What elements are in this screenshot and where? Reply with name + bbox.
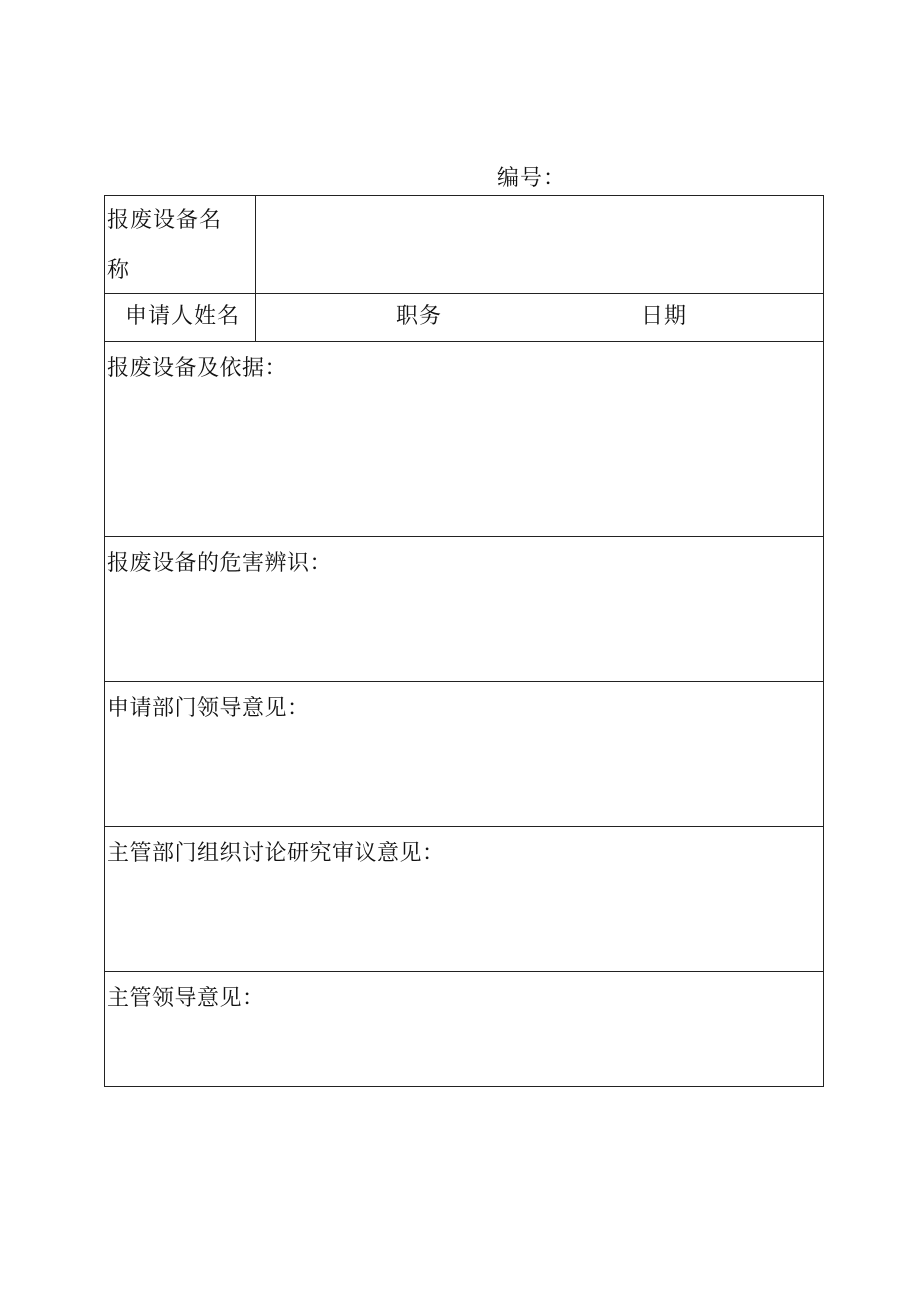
scrap-equipment-form: [104, 195, 824, 1087]
scrap-basis-section[interactable]: [105, 342, 823, 537]
equipment-name-value-cell[interactable]: [256, 196, 823, 293]
date-label: 日期: [641, 304, 688, 329]
equipment-name-label-line1: 报废设备名: [107, 208, 223, 233]
hazard-identification-section[interactable]: [105, 537, 823, 682]
equipment-name-label-line2: 称: [107, 258, 131, 283]
department-leader-opinion-title: 申请部门领导意见：: [107, 696, 310, 721]
equipment-name-label-cell: [105, 196, 256, 293]
applicant-value-cell[interactable]: [256, 294, 823, 341]
supervising-dept-review-title: 主管部门组织讨论研究审议意见：: [107, 841, 445, 866]
applicant-label-cell: [105, 294, 256, 341]
department-leader-opinion-section[interactable]: [105, 682, 823, 827]
supervising-leader-opinion-title: 主管领导意见：: [107, 986, 265, 1011]
supervising-dept-review-section[interactable]: [105, 827, 823, 972]
hazard-identification-title: 报废设备的危害辨识：: [107, 551, 333, 576]
position-label: 职务: [396, 304, 443, 329]
applicant-row: [105, 294, 823, 342]
supervising-leader-opinion-section[interactable]: [105, 972, 823, 1086]
applicant-name-label: 申请人姓名: [125, 304, 241, 329]
equipment-name-row: [105, 196, 823, 294]
serial-number-label: 编号：: [497, 166, 567, 191]
scrap-basis-title: 报废设备及依据：: [107, 356, 288, 381]
